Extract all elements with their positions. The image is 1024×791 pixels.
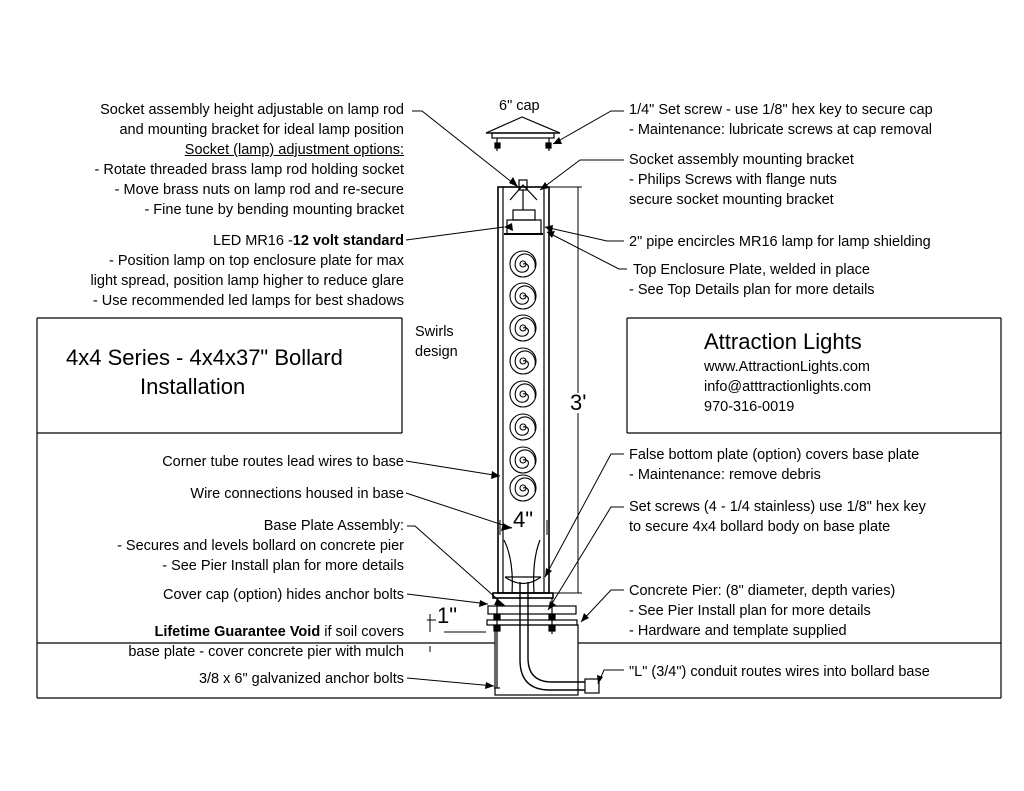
note-set-screw-1: 1/4" Set screw - use 1/8" hex key to secure cap — [629, 102, 933, 118]
note-cover-cap: Cover cap (option) hides anchor bolts — [163, 587, 404, 603]
note-guarantee-rest: if soil covers — [320, 624, 404, 640]
dim-height: 3' — [570, 390, 587, 415]
note-set-screws-2: to secure 4x4 bollard body on base plate — [629, 519, 891, 535]
note-adjust-title: Socket (lamp) adjustment options: — [184, 142, 404, 158]
note-anchor-bolts: 3/8 x 6" galvanized anchor bolts — [198, 671, 404, 687]
note-led-bold: 12 volt standard — [292, 233, 404, 249]
note-led-1: - Position lamp on top enclosure plate for max — [109, 253, 404, 269]
label-swirls-1: Swirls — [415, 324, 454, 340]
note-conduit: "L" (3/4") conduit routes wires into bollard base — [629, 664, 930, 680]
note-false-bottom-2: - Maintenance: remove debris — [629, 467, 821, 483]
note-set-screws-1: Set screws (4 - 1/4 stainless) use 1/8" hex key — [629, 499, 926, 515]
title-line-1: 4x4 Series - 4x4x37" Bollard — [66, 345, 343, 370]
base-assembly — [487, 540, 599, 695]
dim-base: 1" — [437, 603, 458, 628]
note-pipe: 2" pipe encircles MR16 lamp for lamp shielding — [629, 234, 931, 250]
note-pier-1: Concrete Pier: (8" diameter, depth varies) — [629, 583, 896, 599]
note-led-3: - Use recommended led lamps for best shadows — [92, 293, 404, 309]
note-base-plate-2: - See Pier Install plan for more details — [162, 558, 404, 574]
title-line-2: Installation — [140, 374, 246, 399]
label-swirls-2: design — [415, 344, 458, 360]
note-socket-height-1: Socket assembly height adjustable on lamp rod — [100, 102, 404, 118]
dimension-lines — [427, 187, 582, 652]
note-led-prefix: LED MR16 - — [213, 233, 293, 249]
dim-width: 4" — [513, 507, 534, 532]
note-top-plate-1: Top Enclosure Plate, welded in place — [633, 262, 870, 278]
note-socket-height-2: and mounting bracket for ideal lamp position — [119, 122, 404, 138]
note-base-plate-1: - Secures and levels bollard on concrete pier — [117, 538, 404, 554]
note-pier-3: - Hardware and template supplied — [629, 623, 847, 639]
note-corner-tube: Corner tube routes lead wires to base — [162, 454, 404, 470]
company-phone: 970-316-0019 — [704, 399, 795, 415]
note-led-2: light spread, position lamp higher to reduce glare — [90, 273, 404, 289]
note-wire-connections: Wire connections housed in base — [190, 486, 404, 502]
note-bracket-2: - Philips Screws with flange nuts — [629, 172, 837, 188]
note-adjust-3: - Fine tune by bending mounting bracket — [144, 202, 404, 218]
note-guarantee-bold: Lifetime Guarantee Void — [154, 624, 321, 640]
company-email: info@atttractionlights.com — [704, 379, 872, 395]
bollard-cap — [486, 117, 560, 151]
note-guarantee-2: base plate - cover concrete pier with mulch — [128, 644, 404, 660]
note-false-bottom-1: False bottom plate (option) covers base plate — [629, 447, 920, 463]
note-adjust-2: - Move brass nuts on lamp rod and re-secure — [114, 182, 404, 198]
note-set-screw-2: - Maintenance: lubricate screws at cap removal — [629, 122, 933, 138]
swirl-design — [510, 251, 536, 501]
note-guarantee — [154, 622, 404, 642]
note-adjust-1: - Rotate threaded brass lamp rod holding socket — [94, 162, 404, 178]
note-base-plate-title: Base Plate Assembly: — [263, 518, 404, 534]
note-bracket-3: secure socket mounting bracket — [629, 192, 834, 208]
note-top-plate-2: - See Top Details plan for more details — [629, 282, 875, 298]
label-cap: 6" cap — [499, 98, 540, 114]
note-led — [213, 231, 404, 251]
note-bracket-1: Socket assembly mounting bracket — [629, 152, 854, 168]
note-pier-2: - See Pier Install plan for more details — [629, 603, 871, 619]
company-name: Attraction Lights — [704, 329, 862, 354]
company-website: www.AttractionLights.com — [704, 359, 871, 375]
